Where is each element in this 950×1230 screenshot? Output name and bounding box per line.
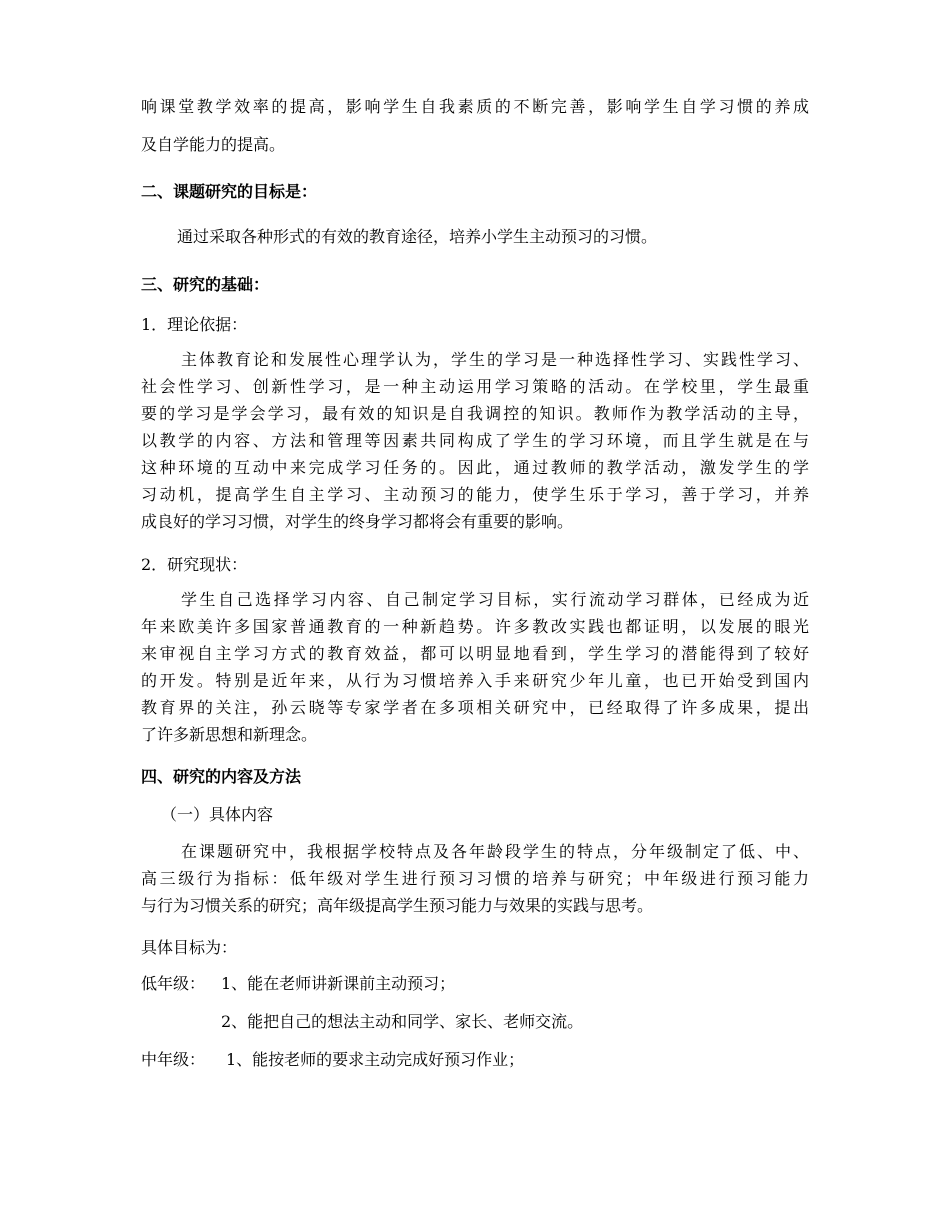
status-line-5: 教育界的关注，孙云晓等专家学者在多项相关研究中，已经取得了许多成果，提出 [141,698,809,717]
mid-grade-label: 中年级： [141,1050,206,1069]
low-grade-item-2: 2、能把自己的想法主动和同学、家长、老师交流。 [221,1012,584,1031]
theory-line-2: 社会性学习、创新性学习，是一种主动运用学习策略的活动。在学校里，学生最重 [141,377,809,396]
content-line-1: 在课题研究中，我根据学校特点及各年龄段学生的特点，分年级制定了低、中、 [181,842,809,861]
low-grade-item-1: 1、能在老师讲新课前主动预习； [221,974,456,993]
section-3-sub2-label: 2．研究现状： [141,555,248,574]
mid-grade-item-1: 1、能按老师的要求主动完成好预习作业； [226,1050,525,1069]
section-3-sub1-label: 1．理论依据： [141,315,248,334]
content-line-2: 高三级行为指标：低年级对学生进行预习习惯的培养与研究；中年级进行预习能力 [141,869,809,888]
theory-line-3: 要的学习是学会学习，最有效的知识是自我调控的知识。教师作为教学活动的主导， [141,404,809,423]
section-2-body: 通过采取各种形式的有效的教育途径，培养小学生主动预习的习惯。 [177,227,658,246]
status-line-1: 学生自己选择学习内容、自己制定学习目标，实行流动学习群体，已经成为近 [181,590,809,609]
status-line-2: 年来欧美许多国家普通教育的一种新趋势。许多教改实践也都证明，以发展的眼光 [141,617,809,636]
section-3-heading: 三、研究的基础： [141,275,270,294]
theory-line-5: 这种环境的互动中来完成学习任务的。因此，通过教师的教学活动，激发学生的学 [141,458,809,477]
theory-line-1: 主体教育论和发展性心理学认为，学生的学习是一种选择性学习、实践性学习、 [181,350,809,369]
theory-line-6: 习动机，提高学生自主学习、主动预习的能力，使学生乐于学习，善于学习，并养 [141,485,809,504]
content-line-3: 与行为习惯关系的研究；高年级提高学生预习能力与效果的实践与思考。 [141,896,654,915]
section-2-heading: 二、课题研究的目标是： [141,182,318,201]
intro-line-2: 及自学能力的提高。 [141,135,286,154]
status-line-6: 了许多新思想和新理念。 [141,725,318,744]
intro-line-1: 响课堂教学效率的提高，影响学生自我素质的不断完善，影响学生自学习惯的养成 [141,97,809,116]
status-line-4: 的开发。特别是近年来，从行为习惯培养入手来研究少年儿童，也已开始受到国内 [141,671,809,690]
theory-line-7: 成良好的学习习惯，对学生的终身学习都将会有重要的影响。 [141,512,574,531]
theory-line-4: 以教学的内容、方法和管理等因素共同构成了学生的学习环境，而且学生就是在与 [141,431,809,450]
section-4-heading: 四、研究的内容及方法 [141,767,302,786]
low-grade-label: 低年级： [141,974,206,993]
section-4-sub1-label: （一）具体内容 [161,805,274,824]
status-line-3: 来审视自主学习方式的教育效益，都可以明显地看到，学生学习的潜能得到了较好 [141,644,809,663]
targets-label: 具体目标为： [141,938,238,957]
